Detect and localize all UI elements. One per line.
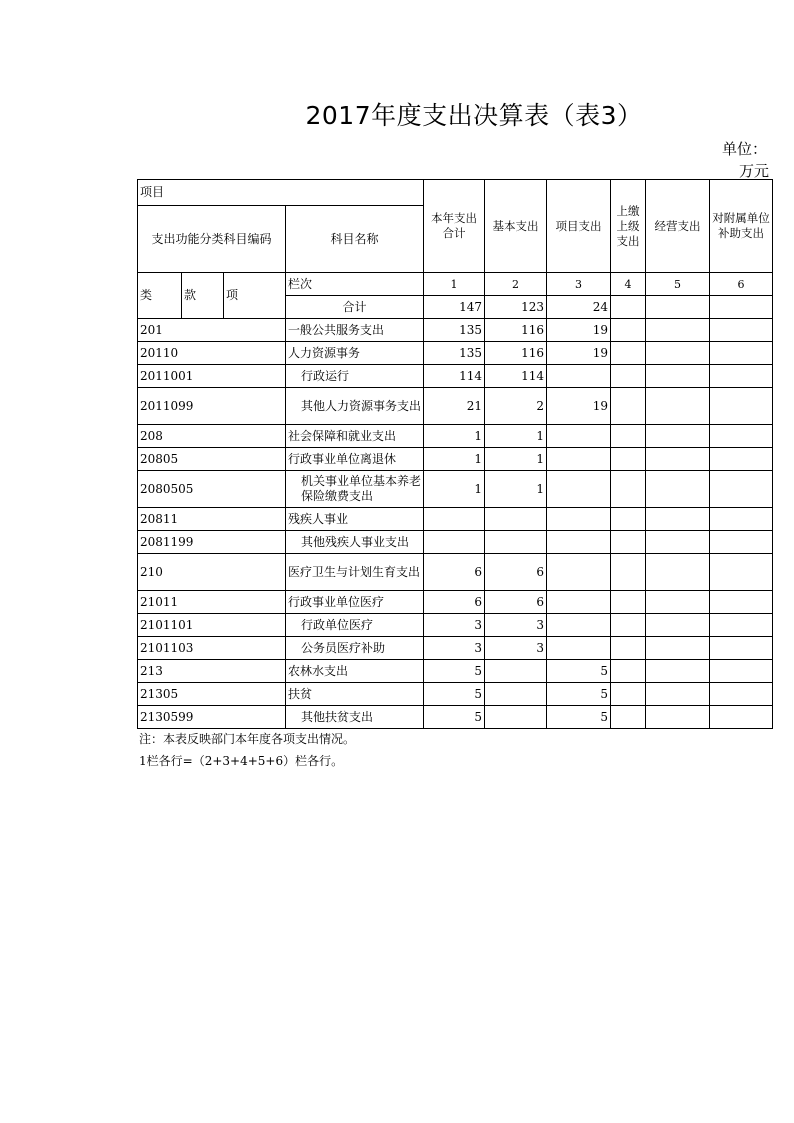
row-col-1: [424, 531, 485, 554]
row-col-4: [611, 388, 646, 425]
row-code: 20110: [138, 342, 286, 365]
total-col-2: 123: [485, 296, 547, 319]
row-col-2: [485, 508, 547, 531]
row-col-3: [547, 591, 611, 614]
row-col-3: [547, 425, 611, 448]
row-col-1: 5: [424, 706, 485, 729]
row-code: 2101101: [138, 614, 286, 637]
header-col-business: 经营支出: [646, 180, 710, 273]
row-code: 210: [138, 554, 286, 591]
row-col-3: 19: [547, 388, 611, 425]
row-col-5: [646, 388, 710, 425]
header-row-3: [138, 273, 773, 296]
row-col-5: [646, 508, 710, 531]
row-col-2: [485, 660, 547, 683]
row-col-6: [710, 683, 773, 706]
row-col-3: [547, 448, 611, 471]
row-col-4: [611, 706, 646, 729]
header-subject-name: 科目名称: [286, 206, 424, 273]
row-col-5: [646, 614, 710, 637]
row-col-6: [710, 342, 773, 365]
row-col-5: [646, 342, 710, 365]
header-xiang: 项: [224, 273, 286, 319]
header-code-group: 支出功能分类科目编码: [138, 206, 286, 273]
table-row: [138, 531, 773, 554]
table-row: [138, 706, 773, 729]
table-row: [138, 388, 773, 425]
row-col-6: [710, 637, 773, 660]
row-col-1: 6: [424, 554, 485, 591]
row-col-2: 1: [485, 471, 547, 508]
row-col-6: [710, 531, 773, 554]
row-col-6: [710, 614, 773, 637]
row-col-4: [611, 683, 646, 706]
row-col-5: [646, 425, 710, 448]
row-col-2: 6: [485, 554, 547, 591]
header-lanci: 栏次: [286, 273, 424, 296]
unit-value: 万元: [739, 162, 770, 180]
row-name: 人力资源事务: [286, 342, 424, 365]
header-col-basic: 基本支出: [485, 180, 547, 273]
row-col-4: [611, 554, 646, 591]
row-col-5: [646, 471, 710, 508]
row-col-6: [710, 591, 773, 614]
header-project: 项目: [138, 180, 424, 206]
row-col-4: [611, 531, 646, 554]
row-code: 2011099: [138, 388, 286, 425]
row-col-6: [710, 425, 773, 448]
total-col-6: [710, 296, 773, 319]
row-name: 行政事业单位离退休: [286, 448, 424, 471]
row-code: 2011001: [138, 365, 286, 388]
row-col-4: [611, 614, 646, 637]
row-name: 行政单位医疗: [286, 614, 424, 637]
row-col-2: 114: [485, 365, 547, 388]
col-number-6: 6: [710, 273, 773, 296]
row-name: 其他残疾人事业支出: [286, 531, 424, 554]
row-col-1: 1: [424, 448, 485, 471]
row-col-6: [710, 448, 773, 471]
row-col-1: 5: [424, 683, 485, 706]
col-number-5: 5: [646, 273, 710, 296]
total-label: 合计: [286, 296, 424, 319]
row-code: 201: [138, 319, 286, 342]
row-col-4: [611, 448, 646, 471]
row-col-1: 3: [424, 637, 485, 660]
row-col-2: 1: [485, 425, 547, 448]
row-col-1: 6: [424, 591, 485, 614]
row-col-4: [611, 591, 646, 614]
row-name: 其他扶贫支出: [286, 706, 424, 729]
table-row: [138, 425, 773, 448]
row-col-5: [646, 554, 710, 591]
row-col-3: [547, 614, 611, 637]
row-col-2: 3: [485, 614, 547, 637]
row-col-4: [611, 319, 646, 342]
row-col-5: [646, 365, 710, 388]
table-row: [138, 508, 773, 531]
row-name: 医疗卫生与计划生育支出: [286, 554, 424, 591]
row-col-3: 19: [547, 342, 611, 365]
row-col-3: [547, 531, 611, 554]
total-col-4: [611, 296, 646, 319]
table-row: [138, 342, 773, 365]
row-col-5: [646, 706, 710, 729]
row-col-6: [710, 319, 773, 342]
row-col-3: 5: [547, 683, 611, 706]
row-col-5: [646, 319, 710, 342]
unit-label: 单位：: [722, 140, 768, 158]
row-code: 21011: [138, 591, 286, 614]
row-col-1: 1: [424, 471, 485, 508]
row-col-3: [547, 637, 611, 660]
row-col-5: [646, 637, 710, 660]
table-row: [138, 683, 773, 706]
row-col-3: [547, 508, 611, 531]
row-col-3: 5: [547, 706, 611, 729]
row-code: 2080505: [138, 471, 286, 508]
row-code: 208: [138, 425, 286, 448]
expenditure-table: [137, 179, 773, 729]
row-col-5: [646, 591, 710, 614]
header-col-project: 项目支出: [547, 180, 611, 273]
row-col-4: [611, 342, 646, 365]
row-col-1: 135: [424, 342, 485, 365]
note-line-2: 1栏各行=（2+3+4+5+6）栏各行。: [139, 754, 344, 768]
row-col-3: [547, 554, 611, 591]
row-col-3: 5: [547, 660, 611, 683]
row-col-2: [485, 706, 547, 729]
row-col-3: 19: [547, 319, 611, 342]
row-col-6: [710, 471, 773, 508]
total-col-5: [646, 296, 710, 319]
row-col-1: [424, 508, 485, 531]
row-col-5: [646, 448, 710, 471]
total-col-3: 24: [547, 296, 611, 319]
row-col-1: 21: [424, 388, 485, 425]
page-title: [0, 96, 794, 132]
row-col-2: 6: [485, 591, 547, 614]
row-col-3: [547, 471, 611, 508]
row-name: 公务员医疗补助: [286, 637, 424, 660]
header-kuan: 款: [182, 273, 224, 319]
header-col-subsidy: 对附属单位补助支出: [710, 180, 773, 273]
row-col-1: 3: [424, 614, 485, 637]
row-name: 行政运行: [286, 365, 424, 388]
row-col-4: [611, 508, 646, 531]
table-row: [138, 591, 773, 614]
row-code: 21305: [138, 683, 286, 706]
row-col-2: 116: [485, 319, 547, 342]
row-name: 农林水支出: [286, 660, 424, 683]
row-name: 行政事业单位医疗: [286, 591, 424, 614]
row-col-5: [646, 531, 710, 554]
table-row: [138, 660, 773, 683]
row-col-4: [611, 471, 646, 508]
col-number-2: 2: [485, 273, 547, 296]
row-col-6: [710, 554, 773, 591]
col-number-1: 1: [424, 273, 485, 296]
row-col-6: [710, 660, 773, 683]
row-name: 机关事业单位基本养老保险缴费支出: [286, 471, 424, 508]
row-col-1: 5: [424, 660, 485, 683]
table-row: [138, 554, 773, 591]
table-row: [138, 365, 773, 388]
row-col-6: [710, 706, 773, 729]
row-col-6: [710, 508, 773, 531]
table-row: [138, 471, 773, 508]
header-col-total: 本年支出合计: [424, 180, 485, 273]
table-row: [138, 637, 773, 660]
row-col-2: [485, 531, 547, 554]
row-col-5: [646, 660, 710, 683]
row-code: 20805: [138, 448, 286, 471]
table-row: [138, 319, 773, 342]
row-code: 2081199: [138, 531, 286, 554]
header-col-upper: 上缴上级支出: [611, 180, 646, 273]
row-col-5: [646, 683, 710, 706]
row-name: 社会保障和就业支出: [286, 425, 424, 448]
row-col-2: 3: [485, 637, 547, 660]
row-col-2: 116: [485, 342, 547, 365]
row-name: 一般公共服务支出: [286, 319, 424, 342]
row-code: 2101103: [138, 637, 286, 660]
row-col-4: [611, 425, 646, 448]
row-name: 扶贫: [286, 683, 424, 706]
header-row-1: [138, 180, 773, 206]
row-name: 其他人力资源事务支出: [286, 388, 424, 425]
total-col-1: 147: [424, 296, 485, 319]
header-lei: 类: [138, 273, 182, 319]
row-col-1: 135: [424, 319, 485, 342]
row-code: 213: [138, 660, 286, 683]
col-number-4: 4: [611, 273, 646, 296]
row-col-2: 2: [485, 388, 547, 425]
row-col-6: [710, 388, 773, 425]
row-col-2: [485, 683, 547, 706]
row-code: 2130599: [138, 706, 286, 729]
table-row: [138, 614, 773, 637]
title-text: 2017年度支出决算表（表3）: [305, 101, 643, 130]
row-col-3: [547, 365, 611, 388]
table-row: [138, 448, 773, 471]
col-number-3: 3: [547, 273, 611, 296]
note-line-1: 注：本表反映部门本年度各项支出情况。: [139, 732, 356, 746]
row-col-6: [710, 365, 773, 388]
row-col-4: [611, 637, 646, 660]
row-col-4: [611, 365, 646, 388]
row-col-4: [611, 660, 646, 683]
row-col-1: 114: [424, 365, 485, 388]
row-name: 残疾人事业: [286, 508, 424, 531]
row-col-1: 1: [424, 425, 485, 448]
row-col-2: 1: [485, 448, 547, 471]
row-code: 20811: [138, 508, 286, 531]
